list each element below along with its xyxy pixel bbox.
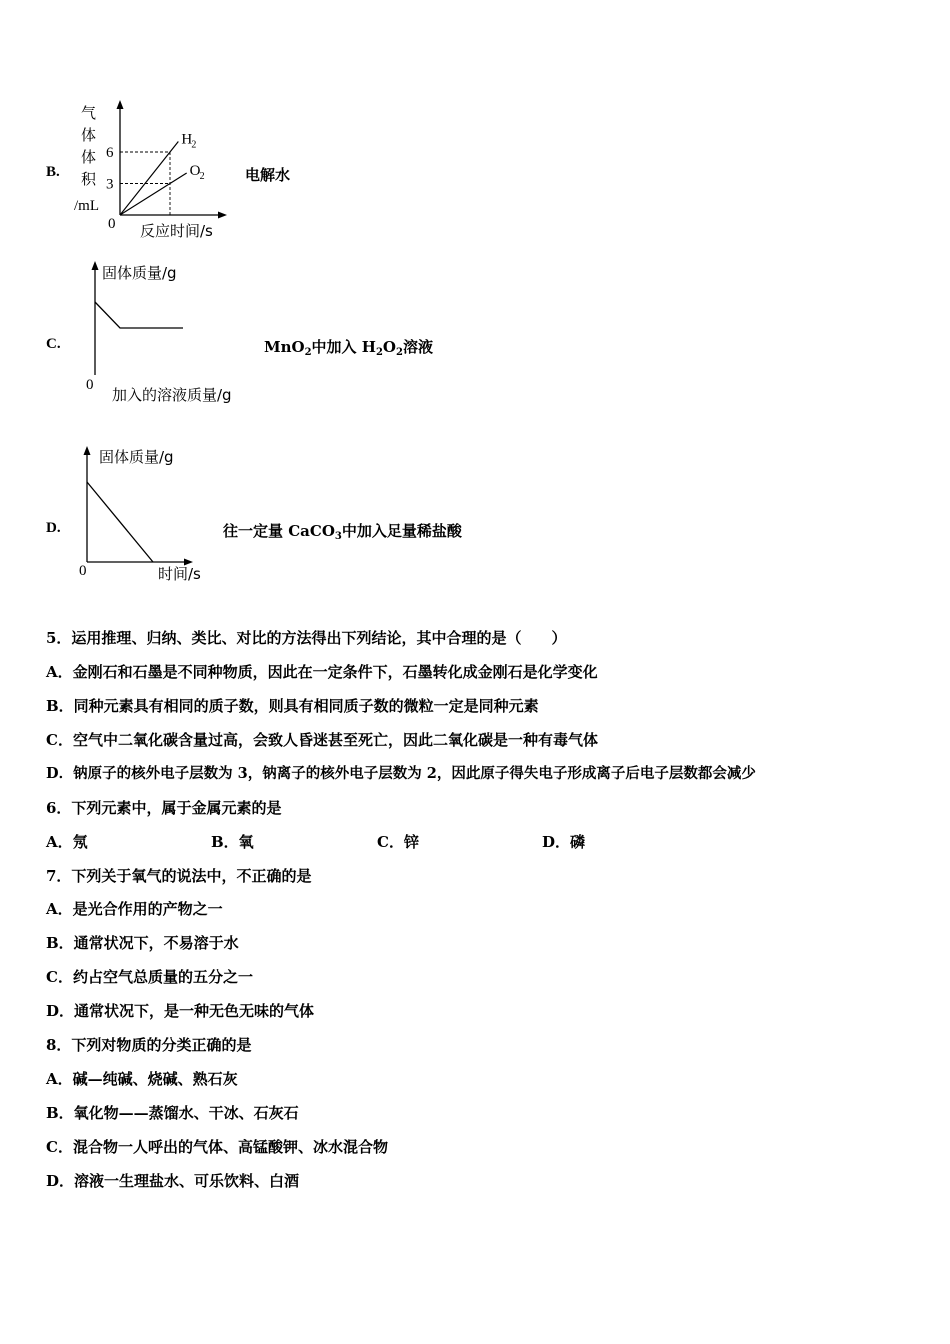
question-6-option-c: C．锌 [377,833,419,851]
question-5-stem: 5．运用推理、归纳、类比、对比的方法得出下列结论，其中合理的是（ ） [46,629,567,647]
graph-b-yunit: /mL [74,198,99,214]
question-7-option-b: B．通常状况下，不易溶于水 [46,934,239,952]
graph-b-ytick: 6 [106,145,114,161]
graph-c-origin: 0 [86,377,94,393]
graph-b-ylabel-char: 体 [81,126,97,144]
graph-b-series-label-sub: 2 [191,139,197,151]
graph-b-series-label-sub: 2 [199,171,205,182]
graph-c-desc-c: O [382,338,396,356]
graph-c-y-arrow-icon [92,261,99,270]
question-7-stem: 7．下列关于氧气的说法中，不正确的是 [46,867,312,885]
graph-d-description [223,520,462,542]
graph-d-ylabel: 固体质量/g [99,448,174,466]
question-8-option-d: D．溶液一生理盐水、可乐饮料、白酒 [46,1172,300,1190]
question-8-stem: 8．下列对物质的分类正确的是 [46,1036,252,1054]
graph-c-desc-a: MnO [264,338,305,356]
question-8-option-a: A．碱—纯碱、烧碱、熟石灰 [46,1070,238,1088]
graph-c-desc-c-sub: 2 [396,347,403,358]
graph-c-description [264,336,433,358]
question-7-option-d: D．通常状况下，是一种无色无味的气体 [46,1002,315,1020]
graph-b-y-arrow-icon [117,100,124,109]
graph-c-desc-b: 中加入 H [311,338,376,356]
graph-c-curve [95,302,183,328]
graph-d-xlabel: 时间/s [158,565,201,583]
graph-b-ylabel-char: 体 [81,148,97,166]
graph-b-series-label: H [181,131,193,148]
option-d-letter: D. [46,520,61,536]
graph-c-ylabel: 固体质量/g [102,264,177,282]
graph-b-ytick: 3 [106,176,114,193]
question-5-option-b: B．同种元素具有相同的质子数，则具有相同质子数的微粒一定是同种元素 [46,697,539,715]
question-7-option-a: A．是光合作用的产物之一 [46,900,223,918]
graph-b-description: 电解水 [245,166,291,184]
graph-b-xlabel: 反应时间/s [140,222,213,240]
graph-d-curve [87,482,153,562]
question-8-option-b: B．氧化物——蒸馏水、干冰、石灰石 [46,1104,299,1122]
graph-b-origin: 0 [108,216,116,232]
graph-c-desc-b-sub: 2 [375,347,383,358]
question-5-option-c: C．空气中二氧化碳含量过高，会致人昏迷甚至死亡，因此二氧化碳是一种有毒气体 [46,731,598,749]
graph-b-x-arrow-icon [218,212,227,219]
graph-d-origin: 0 [79,563,87,579]
question-6-option-b: B．氧 [211,833,254,851]
graph-d-y-arrow-icon [84,446,91,455]
graph-d-desc-b: 中加入足量稀盐酸 [341,522,462,540]
graph-c [76,258,266,408]
graph-b-ylabel-char: 积 [81,170,97,188]
question-8-option-c: C．混合物一人呼出的气体、高锰酸钾、冰水混合物 [46,1138,388,1156]
question-6-stem: 6．下列元素中，属于金属元素的是 [46,799,282,817]
question-6-option-a: A．氖 [46,833,88,851]
graph-b-ylabel-char: 气 [81,104,97,122]
question-6-option-d: D．磷 [542,833,586,851]
graph-c-xlabel: 加入的溶液质量/g [112,386,232,404]
graph-d-desc-a-sub: 3 [334,531,342,542]
graph-c-desc-d: 溶液 [402,338,433,356]
option-b-letter: B. [46,164,60,180]
question-7-option-c: C．约占空气总质量的五分之一 [46,968,253,986]
graph-b-series-line [120,173,187,215]
question-5-option-d: D．钠原子的核外电子层数为 3，钠离子的核外电子层数为 2，因此原子得失电子形成离子后电子层数都会减少 [46,765,756,782]
question-5-option-a: A．金刚石和石墨是不同种物质，因此在一定条件下，石墨转化成金刚石是化学变化 [46,663,598,681]
graph-b-series-label: O [189,163,201,179]
graph-c-desc-a-sub: 2 [304,347,312,358]
graph-b [70,98,240,243]
graph-d [72,442,232,588]
graph-d-desc-a: 往一定量 CaCO [223,522,335,540]
option-c-letter: C. [46,336,61,352]
